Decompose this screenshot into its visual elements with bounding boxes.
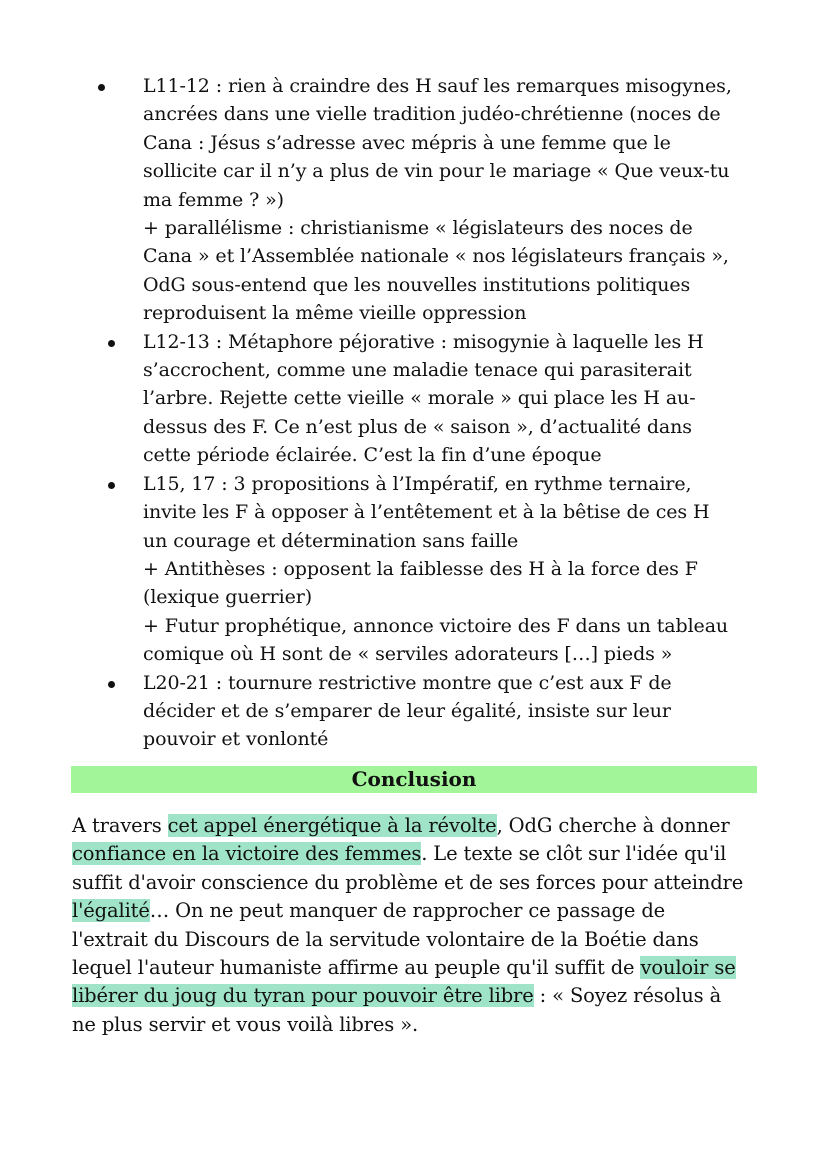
bullet-dot-icon (98, 84, 105, 91)
conclusion-line (72, 926, 762, 954)
bullet-line: invite les F à opposer à l’entêtement et à la bêtise de ces H (143, 501, 710, 524)
bullet-line: dessus des F. Ce n’est plus de « saison », d’actualité dans (143, 415, 692, 438)
bullet-line: sollicite car il n’y a plus de vin pour le mariage « Que veux-tu (143, 160, 730, 183)
bullet-line: Cana : Jésus s’adresse avec mépris à une femme que le (143, 131, 671, 154)
conclusion-line (72, 897, 762, 925)
highlighted-text: libérer du joug du tyran pour pouvoir être libre (72, 984, 534, 1008)
bullet-item-l20-21 (0, 669, 763, 754)
highlighted-text: l'égalité (72, 899, 150, 923)
bullet-line: décider et de s’emparer de leur égalité, insiste sur leur (143, 699, 671, 722)
bullet-dot-icon (108, 681, 115, 688)
bullet-line: L12-13 : Métaphore péjorative : misogynie à laquelle les H (143, 330, 704, 353)
bullet-dot-icon (108, 340, 115, 347)
bullet-line: L15, 17 : 3 propositions à l’Impératif, en rythme ternaire, (143, 472, 692, 495)
conclusion-line (72, 812, 762, 840)
conclusion-line (72, 869, 762, 897)
bullet-item-l12-13 (0, 328, 763, 470)
bullet-line: cette période éclairée. C’est la fin d’une époque (143, 444, 602, 467)
text-run: ne plus servir et vous voilà libres ». (72, 1012, 419, 1036)
bullet-dot-icon (108, 482, 115, 489)
bullet-line: + parallélisme : christianisme « législateurs des noces de (143, 217, 693, 240)
bullet-line: reproduisent la même vieille oppression (143, 302, 527, 325)
bullet-line: Cana » et l’Assemblée nationale « nos législateurs français », (143, 245, 729, 268)
bullet-line: + Futur prophétique, annonce victoire des F dans un tableau (143, 614, 729, 637)
text-run: : « Soyez résolus à (533, 984, 722, 1008)
bullet-item-l15-17 (0, 470, 763, 669)
conclusion-paragraph (72, 812, 762, 1039)
bullet-line: ma femme ? ») (143, 188, 284, 211)
text-run: … On ne peut manquer de rapprocher ce passage de (149, 899, 666, 923)
analysis-bullet-list (0, 72, 828, 754)
text-run: l'extrait du Discours de la servitude volontaire de la Boétie dans (72, 927, 699, 951)
bullet-line: pouvoir et vonlonté (143, 728, 329, 751)
text-run: lequel l'auteur humaniste affirme au peuple qu'il suffit de (72, 956, 641, 980)
conclusion-heading: Conclusion (71, 766, 757, 793)
highlighted-text: vouloir se (640, 956, 736, 980)
bullet-item-l11-12 (0, 72, 763, 328)
bullet-line: ancrées dans une vielle tradition judéo-chrétienne (noces de (143, 103, 721, 126)
bullet-line: L11-12 : rien à craindre des H sauf les remarques misogynes, (143, 75, 732, 97)
bullet-line: OdG sous-entend que les nouvelles institutions politiques (143, 273, 691, 296)
conclusion-line (72, 982, 762, 1010)
bullet-line: un courage et détermination sans faille (143, 529, 519, 552)
conclusion-line (72, 954, 762, 982)
bullet-line: + Antithèses : opposent la faiblesse des H à la force des F (143, 557, 698, 580)
bullet-line: s’accrochent, comme une maladie tenace qui parasiterait (143, 359, 692, 382)
highlighted-text: confiance en la victoire des femmes (72, 842, 422, 866)
text-run: suffit d'avoir conscience du problème et de ses forces pour atteindre (72, 870, 744, 894)
conclusion-line (72, 1011, 762, 1039)
bullet-line: L20-21 : tournure restrictive montre que c’est aux F de (143, 671, 672, 694)
bullet-line: (lexique guerrier) (143, 586, 313, 609)
conclusion-line (72, 840, 762, 868)
text-run: A travers (72, 814, 168, 837)
bullet-line: l’arbre. Rejette cette vieille « morale » qui place les H au- (143, 387, 696, 410)
text-run: . Le texte se clôt sur l'idée qu'il (421, 842, 727, 866)
highlighted-text: cet appel énergétique à la révolte (167, 814, 497, 837)
bullet-line: comique où H sont de « serviles adorateurs […] pieds » (143, 643, 673, 666)
text-run: , OdG cherche à donner (496, 814, 730, 837)
